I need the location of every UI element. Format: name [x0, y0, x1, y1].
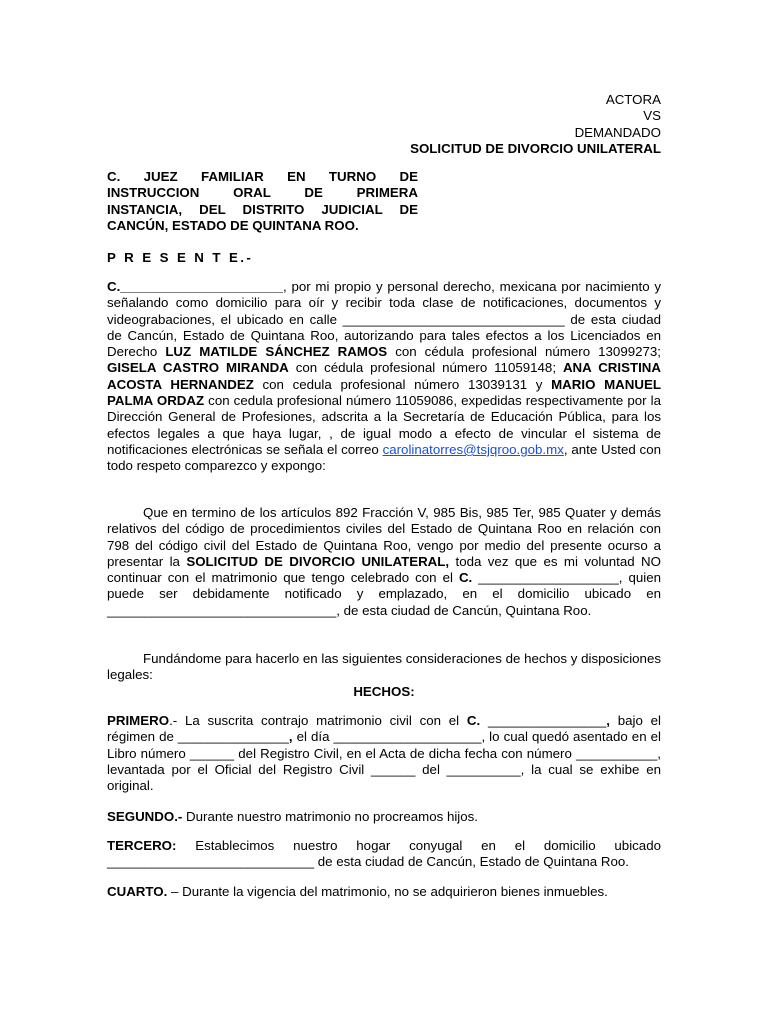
comma: , — [606, 713, 610, 728]
text-run: toda vez que es mi voluntad NO continuar con el matrimonio que tengo celebrado con el — [107, 553, 661, 586]
text-run: .- La suscrita contrajo matrimonio civil con el — [169, 713, 467, 728]
fact-label: CUARTO. — [107, 884, 168, 899]
text-run: con cedula profesional número 11059086, expedidas respectivamente por la Dirección General de Profesiones, adscrita a la Secretaría de Educación Pública, para los efectos legales a que haya lugar, , de igual modo a efecto de vincular el sistema de notificaciones electrónicas se señala el correo — [107, 393, 661, 457]
text-run: – Durante la vigencia del matrimonio, no se adquirieron bienes inmuebles. — [167, 884, 608, 899]
client-name-blank: C.______________________ — [107, 279, 283, 294]
grounds-paragraph: Fundándome para hacerlo en las siguientes consideraciones de hechos y disposiciones legales: — [107, 651, 661, 683]
header-actora: ACTORA — [605, 92, 661, 107]
text-run: bajo el régimen de _______________ — [107, 713, 661, 745]
respondent-label: C. — [466, 713, 481, 728]
text-run: , ante Usted con todo respeto comparezco y expongo: — [107, 441, 661, 474]
presente-heading: P R E S E N T E.- — [107, 250, 254, 265]
addressee-line: C. JUEZ FAMILIAR EN TURNO DE — [107, 169, 418, 184]
text-run: Establecimos nuestro hogar conyugal en el domicilio ubicado ____________________________ de esta ciudad de Cancún, Estado de Quintana Roo. — [107, 838, 661, 870]
petition-paragraph — [107, 505, 661, 619]
intro-paragraph — [107, 279, 661, 475]
text-run: , por mi propio y personal derecho, mexicana por nacimiento y señalando como domicilio para oír y recibir toda clase de notificaciones, documentos y videograbaciones, el ubicado en calle ______________________________ de esta ciudad de Cancún, Estado de Quintana Roo, autorizando para tales efectos a los Licenciados en Derecho — [107, 279, 661, 360]
text-run: ________________ — [480, 713, 607, 728]
addressee-line: CANCÚN, ESTADO DE QUINTANA ROO. — [107, 217, 359, 233]
text-run: Durante nuestro matrimonio no procreamos hijos. — [182, 809, 478, 824]
attorney-name: GISELA CASTRO MIRANDA — [107, 360, 289, 376]
fact-tercero — [107, 838, 661, 871]
respondent-label: C. — [458, 570, 473, 586]
case-header — [341, 92, 661, 157]
text-run: el día ____________________, lo cual quedó asentado en el Libro número ______ del Registro Civil, en el Acta de dicha fecha con número ___________, levantada por el Oficial del Registro Civil ______ del __________, la cual se exhibe en original. — [107, 729, 661, 794]
fact-cuarto — [107, 884, 661, 900]
email-link[interactable]: carolinatorres@tsjqroo.gob.mx — [382, 441, 564, 457]
attorney-name: LUZ MATILDE SÁNCHEZ RAMOS — [165, 344, 388, 360]
addressee-line: INSTANCIA, DEL DISTRITO JUDICIAL DE — [107, 201, 418, 217]
header-vs: VS — [643, 108, 661, 124]
fact-segundo — [107, 809, 661, 825]
text-run: ___________________, quien puede ser debidamente notificado y emplazado, en el domicilio ubicado en _______________________________, de esta ciudad de Cancún, Quintana Roo. — [107, 570, 661, 618]
addressee-line: INSTRUCCION ORAL DE PRIMERA — [107, 185, 418, 201]
addressee-block — [107, 169, 418, 234]
header-demandado: DEMANDADO — [574, 124, 661, 140]
document-title: SOLICITUD DE DIVORCIO UNILATERAL — [410, 140, 661, 156]
text-run: Que en termino de los artículos 892 Fracción V, 985 Bis, 985 Ter, 985 Quater y demás relativos del código de procedimientos civiles del Estado de Quintana Roo en relación con 798 del código civil del Estado de Quintana Roo, vengo por medio del presente ocurso a presentar la — [107, 505, 661, 569]
comma: , — [288, 729, 293, 745]
fact-label: PRIMERO — [107, 713, 170, 728]
text-run: con cédula profesional número 13099273; — [387, 344, 661, 360]
fact-label: TERCERO: — [107, 838, 177, 853]
text-run: con cedula profesional número 13039131 y — [253, 376, 552, 392]
petition-title: SOLICITUD DE DIVORCIO UNILATERAL, — [186, 553, 450, 569]
hechos-heading: HECHOS: — [353, 684, 415, 699]
attorney-name: MARIO MANUEL PALMA ORDAZ — [107, 376, 661, 409]
fact-label: SEGUNDO.- — [107, 809, 183, 824]
text-run: con cédula profesional número 11059148; — [288, 360, 563, 376]
attorney-name: ANA CRISTINA ACOSTA HERNANDEZ — [107, 360, 661, 392]
fact-primero — [107, 713, 661, 794]
